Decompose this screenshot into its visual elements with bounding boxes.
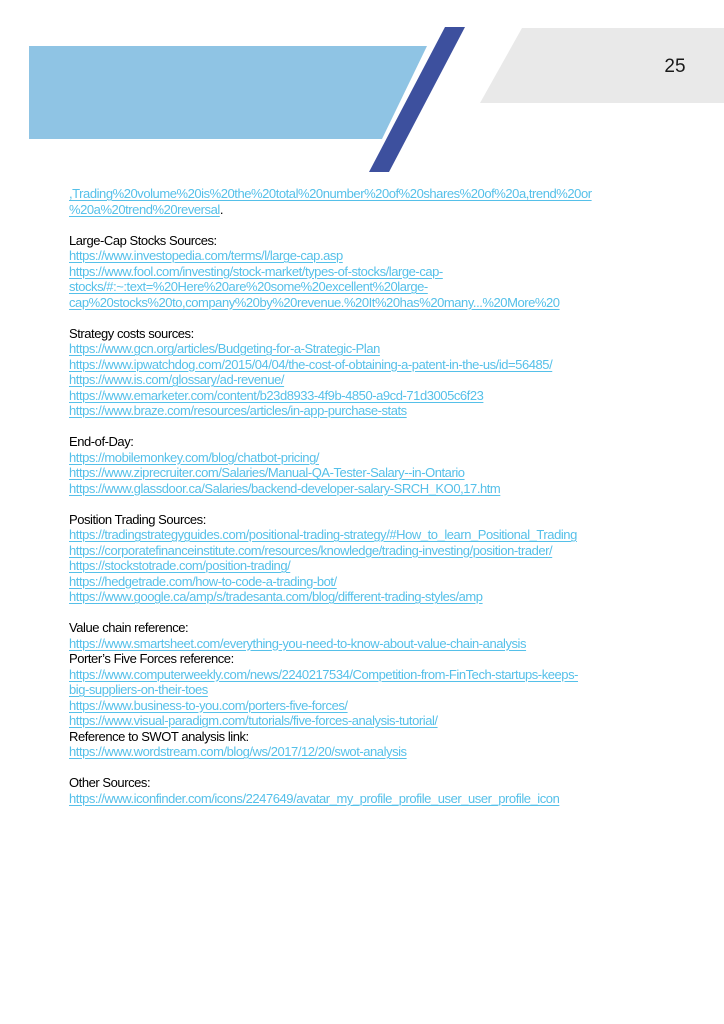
reference-link-line[interactable]: https://www.glassdoor.ca/Salaries/backend-developer-salary-SRCH_KO0,17.htm — [69, 480, 501, 496]
reference-link-line[interactable]: ,Trading%20volume%20is%20the%20total%20number%20of%20shares%20of%20a,trend%20or — [69, 186, 592, 201]
blank-line — [69, 419, 709, 435]
blank-line — [69, 217, 709, 233]
reference-link-line[interactable]: https://hedgetrade.com/how-to-code-a-trading-bot/ — [69, 573, 337, 589]
section-heading: Other Sources: — [69, 775, 151, 790]
section-heading: Strategy costs sources: — [69, 325, 194, 341]
header-blue-band — [29, 46, 427, 139]
reference-link[interactable] — [69, 372, 709, 388]
reference-link-line[interactable]: https://www.iconfinder.com/icons/2247649/avatar_my_profile_profile_user_user_profile_icon — [69, 790, 560, 806]
reference-link[interactable] — [69, 744, 709, 760]
reference-link-line[interactable]: https://www.smartsheet.com/everything-you-need-to-know-about-value-chain-analysis — [69, 635, 527, 651]
reference-link[interactable] — [69, 558, 709, 574]
reference-link-line[interactable]: https://www.is.com/glossary/ad-revenue/ — [69, 372, 285, 387]
section-heading: Value chain reference: — [69, 620, 189, 635]
section-heading: End-of-Day: — [69, 434, 134, 449]
reference-link-line[interactable]: https://www.fool.com/investing/stock-market/types-of-stocks/large-cap- — [69, 263, 443, 279]
reference-link-line[interactable]: https://mobilemonkey.com/blog/chatbot-pricing/ — [69, 449, 320, 465]
reference-link-line[interactable]: https://www.google.ca/amp/s/tradesanta.com/blog/different-trading-styles/amp — [69, 589, 483, 604]
reference-link[interactable] — [69, 186, 709, 217]
section-heading: Large-Cap Stocks Sources: — [69, 232, 217, 248]
reference-link-line[interactable]: big-suppliers-on-their-toes — [69, 682, 208, 697]
blank-line — [69, 310, 709, 326]
reference-link-line[interactable]: stocks/#:~:text=%20Here%20are%20some%20excellent%20large- — [69, 279, 428, 294]
reference-link-line[interactable]: https://www.gcn.org/articles/Budgeting-for-a-Strategic-Plan — [69, 341, 380, 356]
reference-link[interactable] — [69, 264, 709, 311]
reference-link[interactable] — [69, 450, 709, 466]
reference-link-line[interactable]: https://stockstotrade.com/position-trading/ — [69, 558, 291, 573]
reference-link-line[interactable]: cap%20stocks%20to,company%20by%20revenue.%20It%20has%20many...%20More%20 — [69, 294, 560, 310]
reference-link[interactable] — [69, 698, 709, 714]
section-heading: Porter’s Five Forces reference: — [69, 651, 234, 666]
reference-link-line[interactable]: https://www.computerweekly.com/news/2240217534/Competition-from-FinTech-startups-keeps- — [69, 666, 579, 682]
blank-line — [69, 496, 709, 512]
reference-link-line[interactable]: https://www.ipwatchdog.com/2015/04/04/the-cost-of-obtaining-a-patent-in-the-us/id=56485/ — [69, 356, 553, 372]
reference-link[interactable] — [69, 667, 709, 698]
reference-link-line[interactable]: https://www.ziprecruiter.com/Salaries/Manual-QA-Tester-Salary--in-Ontario — [69, 465, 465, 480]
reference-link[interactable] — [69, 574, 709, 590]
reference-link-line[interactable]: https://www.braze.com/resources/articles/in-app-purchase-stats — [69, 403, 407, 418]
reference-link[interactable] — [69, 713, 709, 729]
reference-link[interactable] — [69, 357, 709, 373]
reference-link-line[interactable]: https://www.emarketer.com/content/b23d8933-4f9b-4850-a9cd-71d3005c6f23 — [69, 387, 484, 403]
reference-link[interactable] — [69, 403, 709, 419]
link-suffix-text: . — [219, 201, 223, 217]
reference-link[interactable] — [69, 481, 709, 497]
reference-link[interactable] — [69, 636, 709, 652]
reference-link-line[interactable]: https://www.business-to-you.com/porters-five-forces/ — [69, 697, 348, 713]
reference-link[interactable] — [69, 248, 709, 264]
blank-line — [69, 760, 709, 776]
references-list — [69, 186, 709, 806]
reference-link-line[interactable]: %20a%20trend%20reversal. — [69, 201, 223, 217]
reference-link-line[interactable]: https://corporatefinanceinstitute.com/resources/knowledge/trading-investing/position-trader/ — [69, 542, 553, 558]
page-number: 25 — [664, 56, 686, 77]
reference-link-line[interactable]: https://tradingstrategyguides.com/positional-trading-strategy/#How_to_learn_Positional_Trading — [69, 527, 577, 542]
reference-link[interactable] — [69, 589, 709, 605]
section-heading: Position Trading Sources: — [69, 511, 206, 527]
reference-link[interactable] — [69, 465, 709, 481]
reference-link-line[interactable]: https://www.visual-paradigm.com/tutorials/five-forces-analysis-tutorial/ — [69, 713, 438, 728]
reference-link-line[interactable]: https://www.investopedia.com/terms/l/large-cap.asp — [69, 248, 343, 263]
reference-link[interactable] — [69, 527, 709, 543]
section-heading: Reference to SWOT analysis link: — [69, 728, 249, 744]
reference-link[interactable] — [69, 791, 709, 807]
reference-link[interactable] — [69, 341, 709, 357]
reference-link-line[interactable]: https://www.wordstream.com/blog/ws/2017/12/20/swot-analysis — [69, 744, 407, 759]
blank-line — [69, 605, 709, 621]
header-decoration — [0, 0, 724, 200]
reference-link[interactable] — [69, 543, 709, 559]
reference-link[interactable] — [69, 388, 709, 404]
